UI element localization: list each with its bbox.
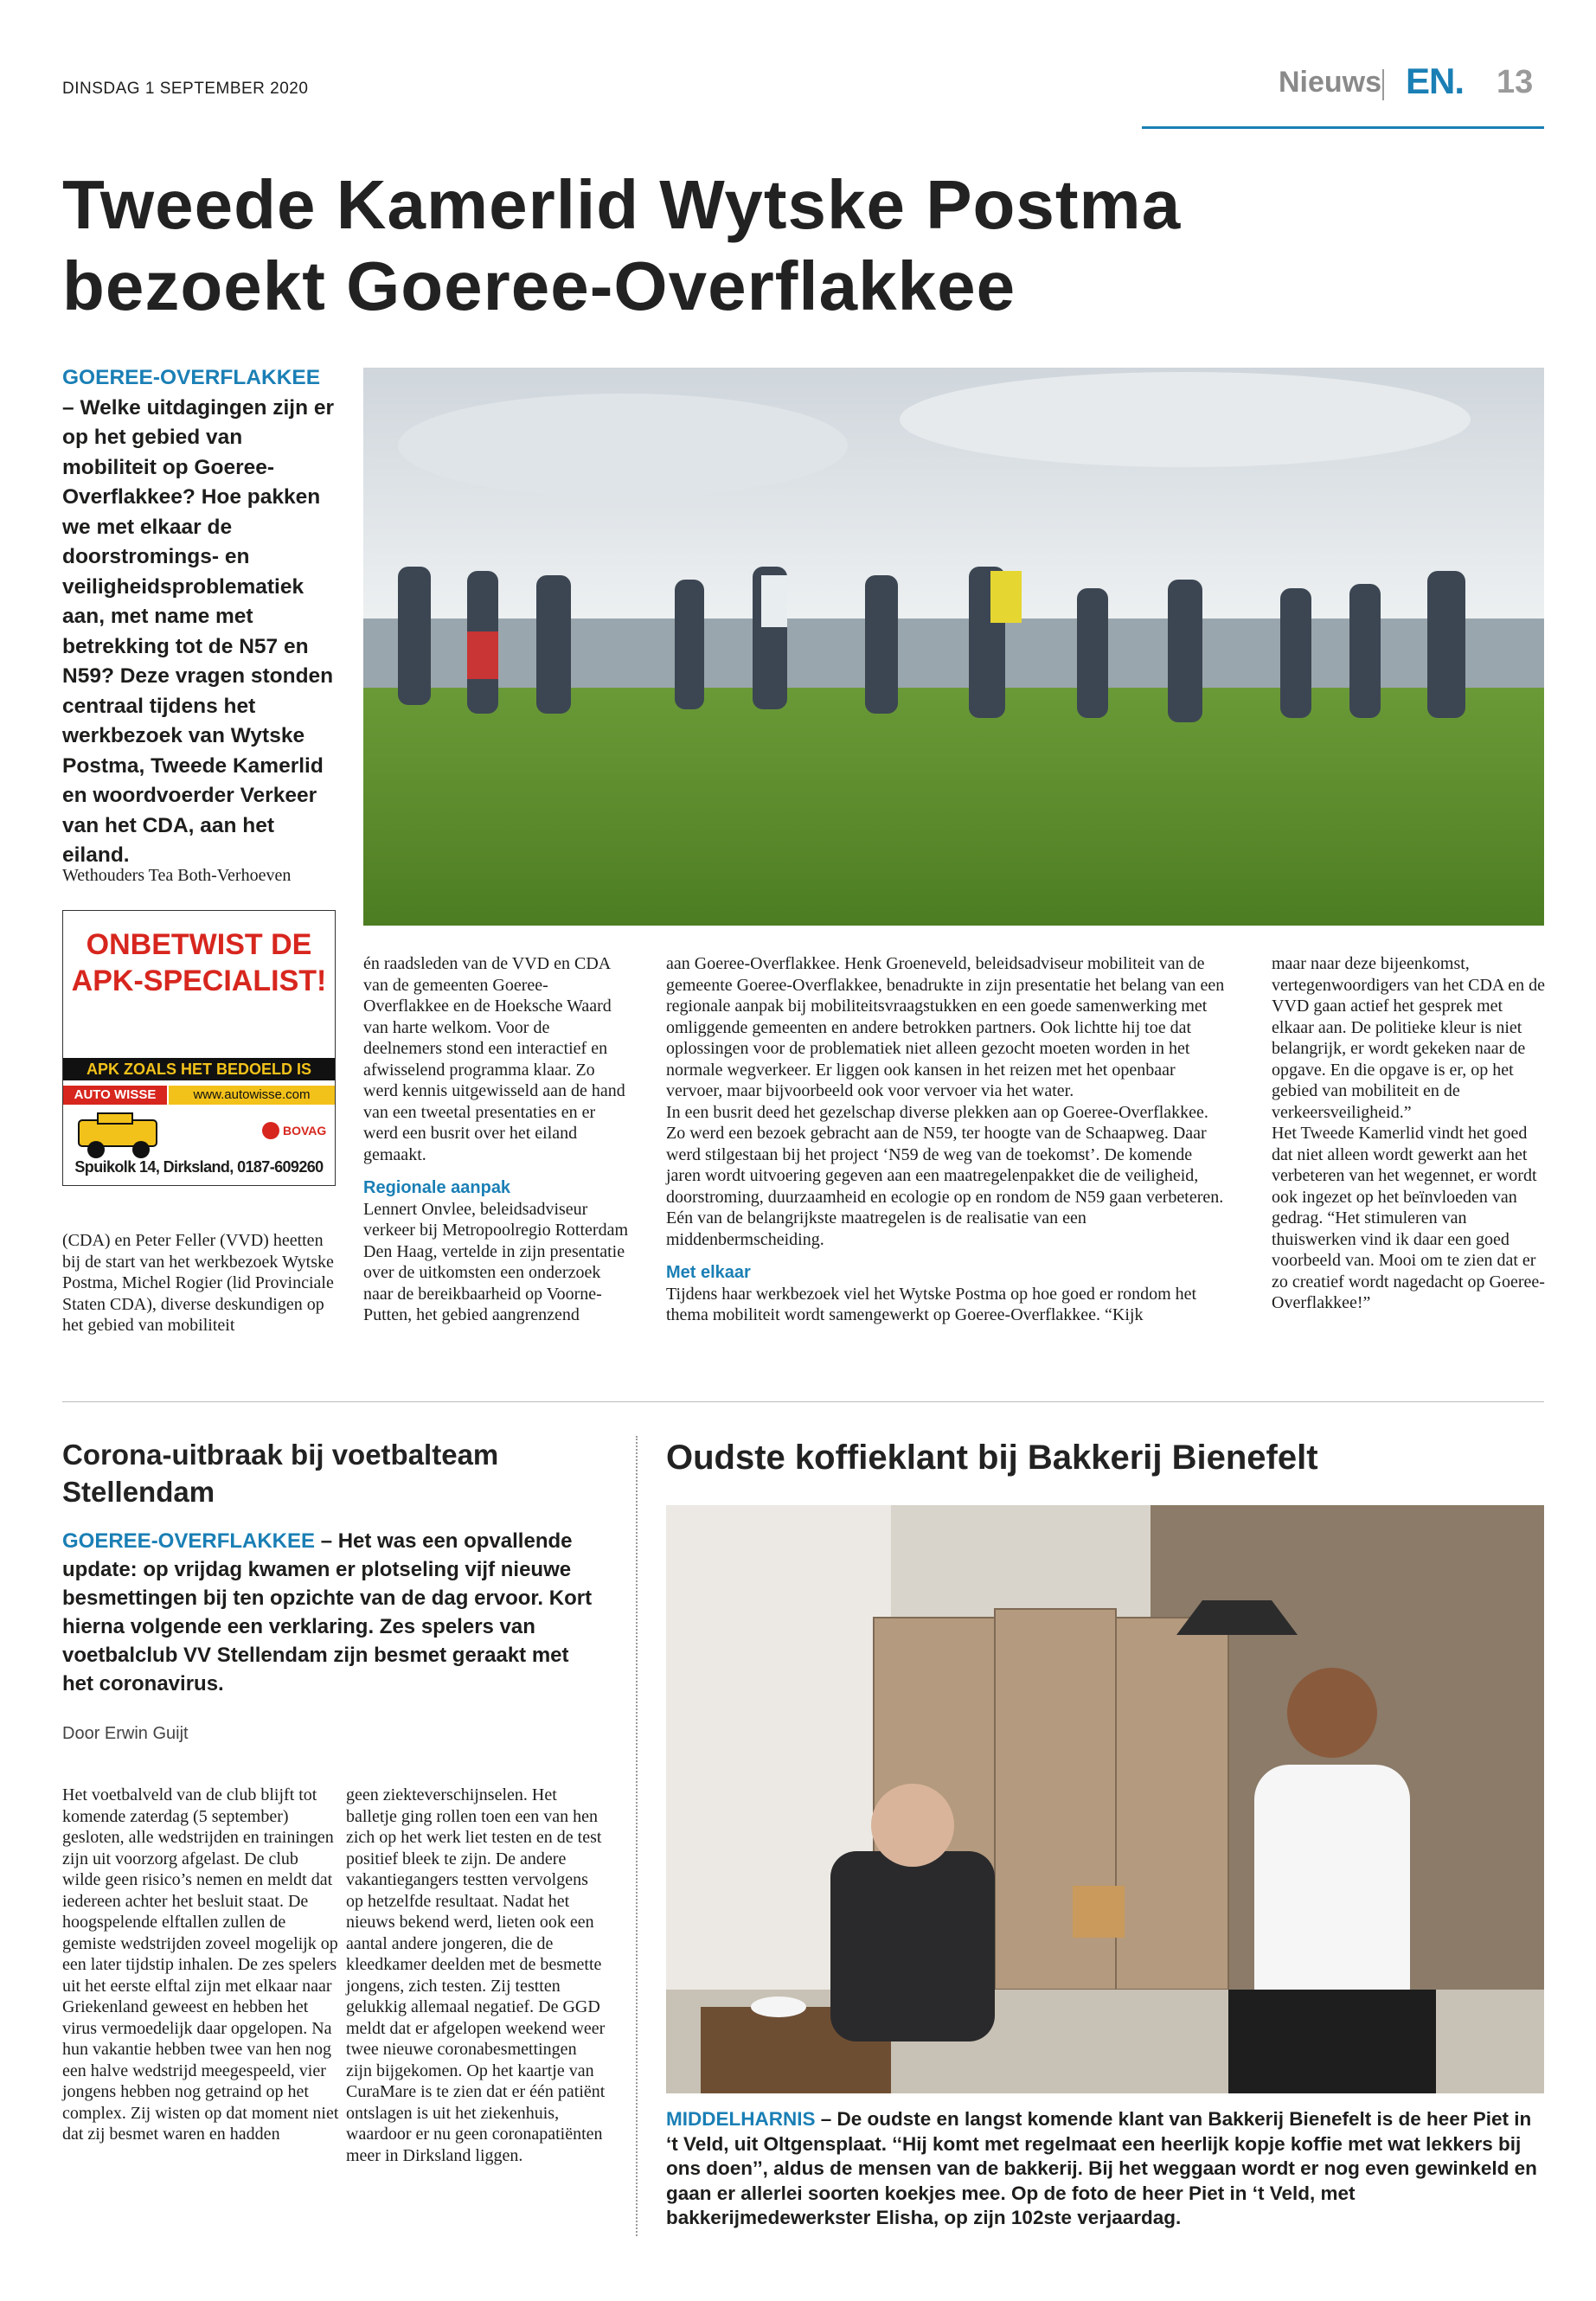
paragraph: Tijdens haar werkbezoek viel het Wytske Postma op hoe goed er rondom het thema mobiliteit wordt samengewerkt op Goeree-Overflakkee. “Kijk bbox=[666, 1284, 1197, 1324]
caption-text: De oudste en langst komende klant van Bakkerij Bienefelt is de heer Piet in ‘t Veld, uit Oltgensplaat. ‘‘Hij komt met regelmaat een heerlijk kopje koffie met wat lekkers bij ons doen’’, aldus de mensen van de bakkerij. Bij het weggaan wordt er nog even gewinkeld en gaan er allerlei soorten koekjes mee. Op de foto de heer Piet in ‘t Veld, met bakkerijmedewerkster Elisha, op zijn 102ste verjaardag. bbox=[666, 2108, 1537, 2228]
group-photo bbox=[363, 368, 1544, 926]
bovag-badge bbox=[262, 1118, 328, 1143]
paragraph: maar naar deze bijeenkomst, vertegenwoordigers van het CDA en de VVD gaan actief het gesprek met elkaar aan. De politieke kleur is niet belangrijk, er wordt gekeken naar de opgave. En die opgave is er, op het gebied van mobiliteit en de verkeersveiligheid.” bbox=[1272, 954, 1546, 1122]
article1-col2 bbox=[363, 953, 631, 1326]
publication-logo: EN. bbox=[1406, 61, 1465, 101]
paragraph: geen ziekteverschijnselen. Het balletje ging rollen toen een van hen zich op het werk liet testen en de test positief bleek te zijn. De andere vakantiegangers testten vervolgens op hetzelfde resultaat. Nadat het nieuws bekend werd, lieten ook een aantal andere jongeren, die de kleedkamer deelden met de besmette jongens, zich testen. Zij testten gelukkig allemaal negatief. De GGD meldt dat er afgelopen weekend weer twee nieuwe coronabesmettingen zijn bijgekomen. Op het kaartje van CuraMare is te zien dat er één patiënt ontslagen is uit het ziekenhuis, waardoor er nu geen coronapatiënten meer in Dirksland liggen. bbox=[346, 1785, 606, 2165]
header-rule bbox=[1142, 126, 1544, 129]
article2-col1 bbox=[62, 1785, 339, 2145]
intro-text: Het was een opvallende update: op vrijdag kwamen er plotseling vijf nieuwe besmettingen bij ten opzichte van de dag ervoor. Kort hierna volgende een verklaring. Zes spelers van voetbalclub VV Stellendam zijn besmet geraakt met het coronavirus. bbox=[62, 1529, 593, 1695]
bovag-icon bbox=[262, 1122, 279, 1139]
paragraph: In een busrit deed het gezelschap diverse plekken aan op Goeree-Overflakkee. Zo werd een bezoek gebracht aan de N59, ter hoogte van de Schaapweg. Daar werd stilgestaan bij het project ‘N59 de weg van de toekomst’. De komende jaren wordt uitvoering gegeven aan een maatregelenpakket die de veiligheid, doorstroming, duurzaamheid en ecologie op en rondom de N59 gaan verbeteren. Eén van de belangrijkste maatregelen is de realisatie van een middenbermscheiding. bbox=[666, 1102, 1224, 1249]
lead-text: Welke uitdagingen zijn er op het gebied van mobiliteit op Goeree-Overflakkee? Hoe pakken we met elkaar de doorstromings- en veiligheidsproblematiek aan, met name met betrekking tot de N57 en N59? Deze vragen stonden centraal tijdens het werkbezoek van Wytske Postma, Tweede Kamerlid en woordvoerder Verkeer van het CDA, aan het eiland. bbox=[62, 395, 335, 867]
article3-headline: Oudste koffieklant bij Bakkerij Bienefelt bbox=[666, 1439, 1318, 1477]
ad-banner: APK ZOALS HET BEDOELD IS bbox=[63, 1058, 335, 1080]
dateline: GOEREE-OVERFLAKKEE bbox=[62, 366, 321, 389]
paragraph: aan Goeree-Overflakkee. Henk Groeneveld, beleidsadviseur mobiliteit van de gemeente Goeree-Overflakkee, benadrukte in zijn presentatie het belang van een regionale aanpak bij mobiliteitsvraagstukken en een goede samenwerking met omliggende gemeenten en andere betrokken partners. Ook lichtte hij toe dat oplossingen voor de problematiek niet alleen gezocht moeten worden in het normale wegverkeer. Er liggen ook kansen in het reizen met het openbaar vervoer, maar bijvoorbeeld ook voor vervoer via het water. bbox=[666, 954, 1225, 1100]
article1-col3 bbox=[666, 953, 1228, 1326]
paragraph: én raadsleden van de VVD en CDA van de gemeenten Goeree-Overflakkee en de Hoeksche Waard van harte welkom. Voor de deelnemers stond een interactief en afwisselend programma klaar. Zo werd kennis uitgewisseld aan de hand van een tweetal presentaties en er werd een busrit over het eiland gemaakt. bbox=[363, 954, 625, 1164]
section-divider bbox=[1382, 69, 1384, 100]
dateline: GOEREE-OVERFLAKKEE bbox=[62, 1529, 316, 1553]
article2-col2 bbox=[346, 1785, 606, 2166]
ad-headline-2: APK-SPECIALIST! bbox=[71, 965, 327, 997]
ad-address: Spuikolk 14, Dirksland, 0187-609260 bbox=[74, 1158, 324, 1176]
headline-line-1: Tweede Kamerlid Wytske Postma bbox=[62, 166, 1182, 243]
paragraph: Het voetbalveld van de club blijft tot komende zaterdag (5 september) gesloten, alle wedstrijden en trainingen zijn uit voorzorg afgelast. De club wilde geen risico’s nemen en meldt dat iedereen achter het besluit staat. De hoogspelende elftallen zullen de gemiste wedstrijden zoveel mogelijk op een later tijdstip inhalen. De zes spelers uit het eerste elftal zijn met elkaar naar Griekenland geweest en hebben het virus vermoedelijk daar opgelopen. Na hun vakantie hebben twee van hen nog een halve wedstrijd meegespeeld, vier jongens hebben nog getraind op het complex. Zij wisten op dat moment niet dat zij besmet waren en hadden bbox=[62, 1785, 339, 2144]
ad-brand: AUTO WISSE bbox=[63, 1086, 167, 1105]
jeep-icon bbox=[72, 1112, 167, 1163]
ad-headline-1: ONBETWIST DE bbox=[86, 928, 312, 961]
bakery-photo-image bbox=[666, 1505, 1544, 2093]
article2-intro: GOEREE-OVERFLAKKEE – Het was een opvallende update: op vrijdag kwamen er plotseling vijf nieuwe besmettingen bij ten opzichte van de dag ervoor. Kort hierna volgende een verklaring. Zes spelers van voetbalclub VV Stellendam zijn besmet geraakt met het coronavirus. bbox=[62, 1529, 593, 1695]
paragraph: Lennert Onvlee, beleidsadviseur verkeer bij Metropoolregio Rotterdam Den Haag, vertelde in zijn presentatie over de uitkomsten een onderzoek naar de bereikbaarheid op Voorne-Putten, het gebied aangrenzend bbox=[363, 1199, 629, 1324]
bakery-photo bbox=[666, 1505, 1544, 2093]
article2-headline: Corona-uitbraak bij voetbalteam Stellendam bbox=[62, 1439, 499, 1508]
headline-line-2: bezoekt Goeree-Overflakkee bbox=[62, 247, 1016, 324]
paragraph: Het Tweede Kamerlid vindt het goed dat niet alleen wordt gewerkt aan het verbeteren van het wegennet, er wordt ook ingezet op het beïnvloeden van gedrag. “Het stimuleren van thuiswerken vind ik daar een goed voorbeeld van. Mooi om te zien dat er zo creatief wordt nagedacht op Goeree-Overflakkee!” bbox=[1272, 1124, 1545, 1312]
article3-caption: MIDDELHARNIS – De oudste en langst komende klant van Bakkerij Bienefelt is de heer Piet in ‘t Veld, uit Oltgensplaat. ‘‘Hij komt met regelmaat een heerlijk kopje koffie met wat lekkers bij ons doen’’, aldus de mensen van de bakkerij. Bij het weggaan wordt er nog even gewinkeld en gaan er allerlei soorten koekjes mee. Op de foto de heer Piet in ‘t Veld, met bakkerijmedewerkster Elisha, op zijn 102ste verjaardag. bbox=[666, 2108, 1537, 2228]
article1-col4 bbox=[1272, 953, 1547, 1314]
issue-date: DINSDAG 1 SEPTEMBER 2020 bbox=[62, 80, 309, 98]
article1-lead: GOEREE-OVERFLAKKEE – Welke uitdagingen zijn er op het gebied van mobiliteit op Goeree-Overflakkee? Hoe pakken we met elkaar de doorstromings- en veiligheidsproblematiek aan, met name met betrekking tot de N57 en N59? Deze vragen stonden centraal tijdens het werkbezoek van Wytske Postma, Tweede Kamerlid en woordvoerder Verkeer van het CDA, aan het eiland. bbox=[62, 366, 335, 867]
group-photo-image bbox=[363, 368, 1544, 926]
column-divider bbox=[636, 1436, 638, 2236]
ad-url[interactable]: www.autowisse.com bbox=[169, 1086, 335, 1105]
apk-advertisement[interactable] bbox=[62, 910, 336, 1186]
page-number: 13 bbox=[1497, 64, 1534, 100]
article2-byline: Door Erwin Guijt bbox=[62, 1724, 189, 1743]
subhead-regionale-aanpak: Regionale aanpak bbox=[363, 1178, 511, 1197]
article1-headline bbox=[62, 164, 1533, 327]
section-separator bbox=[62, 1401, 1544, 1402]
article1-body-start: Wethouders Tea Both-Verhoeven bbox=[62, 866, 292, 885]
paragraph: (CDA) en Peter Feller (VVD) heetten bij de start van het werkbezoek Wytske Postma, Michel Rogier (lid Provinciale Staten CDA), diverse deskundigen op het gebied van mobiliteit bbox=[62, 1231, 334, 1335]
section-label: Nieuws bbox=[1279, 66, 1382, 99]
subhead-met-elkaar: Met elkaar bbox=[666, 1263, 751, 1282]
bovag-label: BOVAG bbox=[283, 1124, 327, 1138]
dateline: MIDDELHARNIS bbox=[666, 2108, 816, 2130]
article1-col1 bbox=[62, 1230, 339, 1336]
